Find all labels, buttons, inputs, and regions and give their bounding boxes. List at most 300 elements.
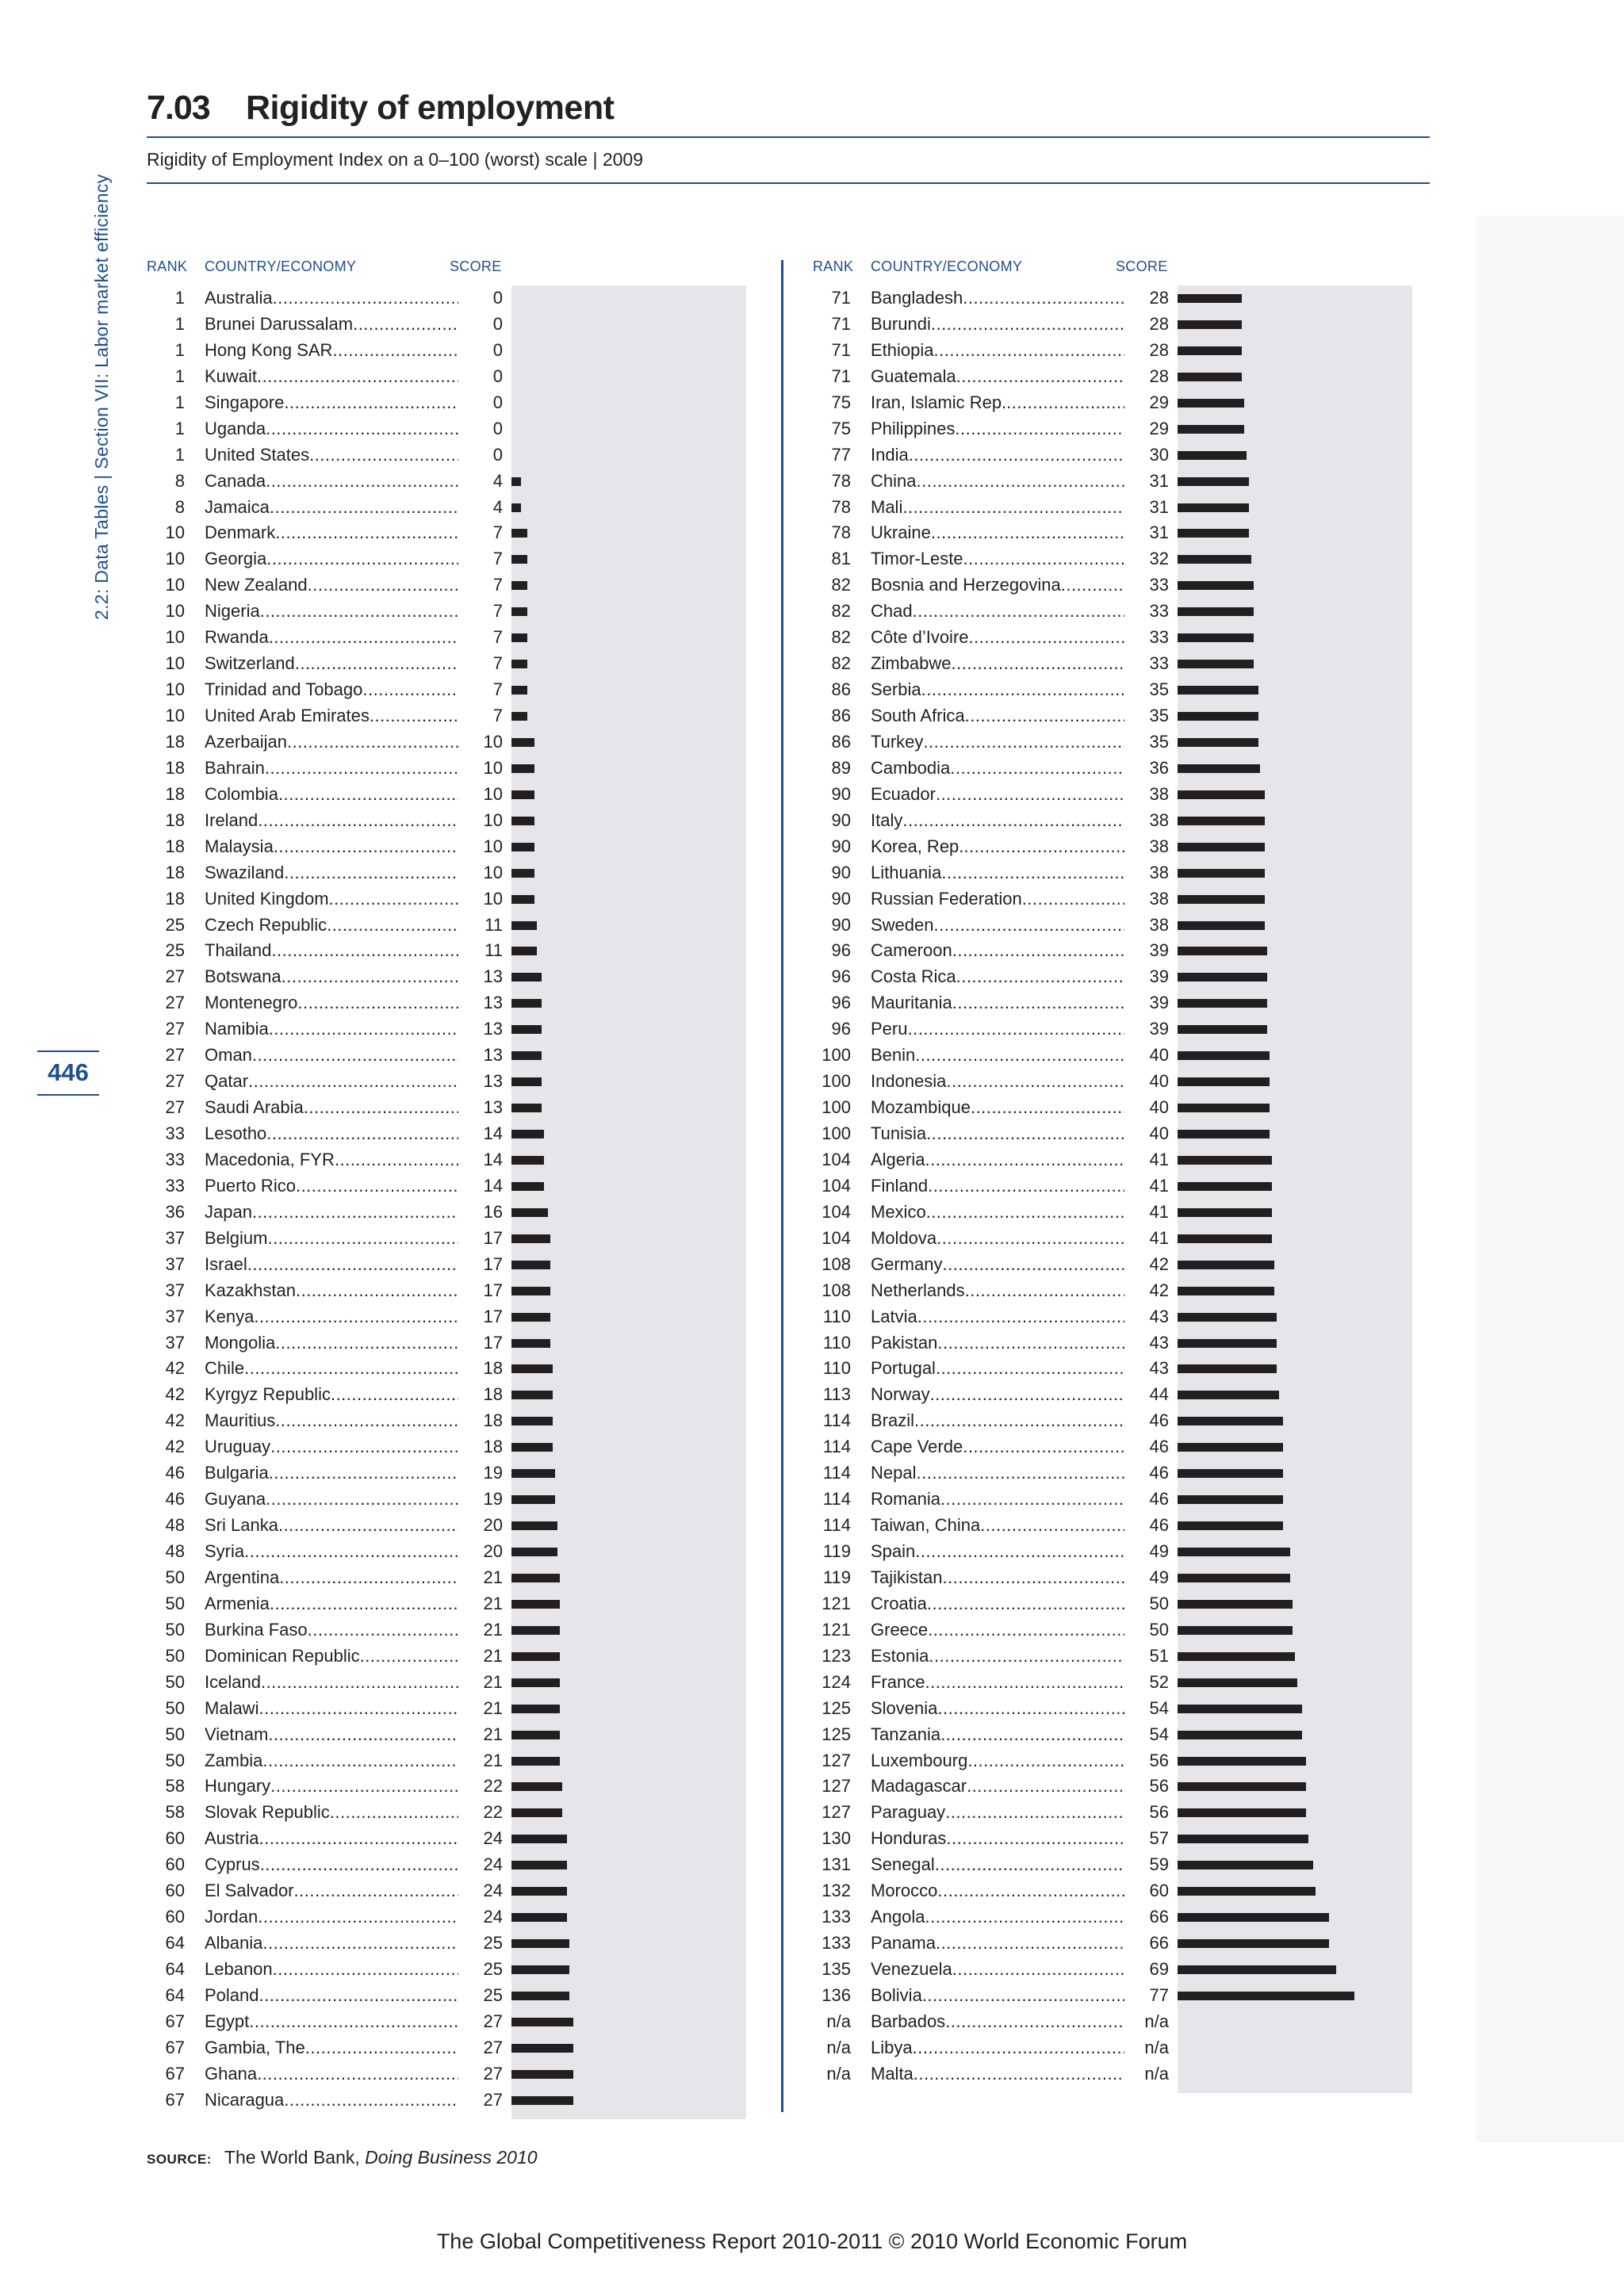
country-cell: Cameroon ..... (871, 938, 1164, 964)
rank-cell: 50 (165, 1593, 185, 1613)
score-bar (511, 1861, 567, 1869)
score-cell: 52 (1124, 1670, 1169, 1696)
score-cell: 17 (458, 1304, 503, 1330)
rank-cell: 36 (165, 1201, 185, 1222)
score-cell: 29 (1124, 416, 1169, 442)
score-cell: 7 (458, 625, 503, 651)
score-cell: 50 (1124, 1617, 1169, 1644)
score-bar (511, 1731, 560, 1739)
table-row (813, 1278, 1415, 1304)
score-cell: 27 (458, 2009, 503, 2035)
rank-cell: 125 (822, 1724, 851, 1744)
score-cell: 46 (1124, 1487, 1169, 1513)
score-cell: 0 (458, 338, 503, 364)
score-cell: 56 (1124, 1748, 1169, 1774)
table-row (813, 782, 1415, 808)
table-row (813, 1069, 1415, 1095)
score-cell: 17 (458, 1330, 503, 1357)
rank-cell: 108 (822, 1253, 851, 1274)
score-cell: 25 (458, 1983, 503, 2009)
score-cell: 25 (458, 1931, 503, 1957)
rank-cell: 114 (822, 1410, 851, 1431)
score-bar (1178, 712, 1258, 721)
score-bar (511, 1208, 548, 1217)
score-cell: 19 (458, 1460, 503, 1487)
score-bar (511, 1156, 544, 1165)
score-cell: 28 (1124, 285, 1169, 312)
country-cell: Finland ..... (871, 1173, 1164, 1200)
score-cell: 41 (1124, 1147, 1169, 1173)
score-bar (511, 921, 537, 930)
score-bar (1178, 999, 1267, 1008)
rank-cell: 127 (822, 1776, 851, 1797)
country-cell: Turkey ..... (871, 729, 1164, 756)
rank-cell: 37 (165, 1253, 185, 1274)
score-bar (511, 1757, 560, 1766)
country-cell: Italy ..... (871, 808, 1164, 834)
score-cell: 21 (458, 1644, 503, 1670)
score-bar (1178, 1548, 1290, 1556)
country-cell: Peru ..... (871, 1016, 1164, 1043)
score-cell: 42 (1124, 1252, 1169, 1278)
table-row (147, 1330, 749, 1357)
score-cell: 54 (1124, 1696, 1169, 1722)
table-row (147, 2061, 749, 2087)
score-bar (1178, 790, 1265, 799)
score-cell: 29 (1124, 390, 1169, 416)
score-bar (511, 1939, 569, 1948)
score-cell: 11 (458, 938, 503, 964)
rank-cell: 123 (822, 1645, 851, 1666)
country-cell: Hungary ..... (205, 1774, 498, 1800)
country-cell: Barbados ..... (871, 2009, 1164, 2035)
score-bar (1178, 1965, 1336, 1974)
score-cell: 40 (1124, 1095, 1169, 1121)
country-cell: Iceland ..... (205, 1670, 498, 1696)
score-cell: 14 (458, 1121, 503, 1147)
rank-cell: 114 (822, 1515, 851, 1536)
table-row (147, 808, 749, 834)
table-number: 7.03 (147, 89, 210, 127)
score-bar (1178, 869, 1265, 878)
score-bar (511, 1234, 550, 1243)
table-row (813, 1200, 1415, 1226)
rank-cell: 100 (822, 1097, 851, 1118)
table-row (147, 1382, 749, 1408)
score-bar (1178, 1705, 1302, 1713)
country-cell: Mauritius ..... (205, 1408, 498, 1434)
table-row (813, 390, 1415, 416)
rank-cell: 64 (165, 1984, 185, 2005)
country-header: COUNTRY/ECONOMY (871, 258, 1023, 274)
table-row (147, 1904, 749, 1931)
score-bar (511, 1025, 542, 1034)
rank-cell: 86 (831, 679, 851, 700)
score-cell: 49 (1124, 1539, 1169, 1565)
rank-cell: 10 (165, 549, 185, 569)
score-bar (1178, 1521, 1283, 1530)
score-cell: 49 (1124, 1565, 1169, 1591)
country-cell: Egypt ..... (205, 2009, 498, 2035)
table-row (813, 1356, 1415, 1382)
score-cell: 25 (458, 1957, 503, 1983)
page-title: Rigidity of employment (246, 89, 615, 127)
rank-cell: 90 (831, 862, 851, 882)
rank-cell: 104 (822, 1175, 851, 1196)
rank-cell: 60 (165, 1854, 185, 1875)
score-cell: 0 (458, 285, 503, 312)
score-bar (1178, 1652, 1295, 1661)
rank-cell: 67 (165, 2011, 185, 2031)
rank-cell: 110 (822, 1358, 851, 1379)
table-row (147, 886, 749, 913)
table-row (147, 1016, 749, 1043)
rank-cell: 125 (822, 1697, 851, 1718)
country-header: COUNTRY/ECONOMY (205, 258, 357, 274)
table-row (147, 416, 749, 442)
country-cell: Honduras ..... (871, 1826, 1164, 1852)
table-row (813, 886, 1415, 913)
country-cell: Paraguay ..... (871, 1800, 1164, 1826)
score-cell: 33 (1124, 599, 1169, 625)
country-cell: Cape Verde ..... (871, 1434, 1164, 1460)
table-row (813, 442, 1415, 469)
rank-cell: 96 (831, 966, 851, 987)
rank-cell: 90 (831, 888, 851, 909)
country-cell: Cambodia ..... (871, 756, 1164, 782)
rank-cell: 1 (174, 392, 185, 412)
table-row (147, 782, 749, 808)
table-row (147, 756, 749, 782)
country-cell: Nigeria ..... (205, 599, 498, 625)
rank-cell: 86 (831, 706, 851, 725)
rank-cell: 1 (174, 313, 185, 334)
rank-cell: 71 (831, 288, 851, 308)
score-bar (1178, 1835, 1308, 1843)
rank-cell: 18 (165, 836, 185, 856)
score-bar (1178, 425, 1244, 434)
score-bar (1178, 1234, 1272, 1243)
table-row (813, 1748, 1415, 1774)
country-cell: Ghana ..... (205, 2061, 498, 2087)
score-cell: 46 (1124, 1460, 1169, 1487)
rank-cell: 75 (831, 392, 851, 412)
table-row (813, 495, 1415, 521)
score-bar (511, 633, 527, 642)
rank-cell: 113 (822, 1384, 851, 1405)
rank-cell: 104 (822, 1201, 851, 1222)
table-row (813, 860, 1415, 886)
table-header (147, 89, 1430, 184)
score-bar (511, 1104, 542, 1112)
source-publication: Doing Business 2010 (365, 2147, 538, 2168)
country-cell: United States ..... (205, 442, 498, 469)
score-cell: 21 (458, 1670, 503, 1696)
score-bar (1178, 346, 1242, 355)
country-cell: Germany ..... (871, 1252, 1164, 1278)
score-cell: 7 (458, 546, 503, 572)
score-bar (1178, 686, 1258, 695)
score-cell: 50 (1124, 1591, 1169, 1617)
score-bar (511, 869, 534, 878)
country-cell: Puerto Rico ..... (205, 1173, 498, 1200)
score-cell: 10 (458, 834, 503, 860)
score-cell: 27 (458, 2061, 503, 2087)
score-cell: 31 (1124, 520, 1169, 546)
score-bar (1178, 1992, 1354, 2000)
rank-cell: 82 (831, 627, 851, 648)
rank-cell: 100 (822, 1045, 851, 1066)
rank-cell: 90 (831, 914, 851, 935)
country-cell: Vietnam ..... (205, 1722, 498, 1748)
table-row (813, 1121, 1415, 1147)
country-cell: Kuwait ..... (205, 364, 498, 390)
rank-header: RANK (813, 258, 854, 274)
section-sidebar (75, 97, 112, 620)
score-bar (511, 947, 537, 955)
score-bar (1178, 1469, 1283, 1478)
score-bar (1178, 1077, 1270, 1086)
score-cell: 40 (1124, 1069, 1169, 1095)
score-bar (511, 1495, 555, 1504)
rank-cell: 18 (165, 757, 185, 778)
rank-cell: 10 (165, 522, 185, 543)
table-row (147, 2035, 749, 2061)
score-cell: 0 (458, 364, 503, 390)
country-cell: Côte d’Ivoire ..... (871, 625, 1164, 651)
score-cell: 10 (458, 860, 503, 886)
rank-cell: 37 (165, 1332, 185, 1353)
score-bar (511, 1130, 544, 1138)
rank-cell: 8 (174, 470, 185, 491)
country-cell: South Africa ..... (871, 703, 1164, 729)
country-cell: Norway ..... (871, 1382, 1164, 1408)
country-cell: Iran, Islamic Rep. ..... (871, 390, 1164, 416)
score-cell: 43 (1124, 1304, 1169, 1330)
source-text: The World Bank, (224, 2147, 366, 2168)
table-row (813, 756, 1415, 782)
table-row (147, 442, 749, 469)
table-row (813, 1957, 1415, 1983)
score-cell: 38 (1124, 808, 1169, 834)
country-cell: Luxembourg ..... (871, 1748, 1164, 1774)
score-cell: 46 (1124, 1408, 1169, 1434)
score-cell: 28 (1124, 312, 1169, 338)
table-row (147, 703, 749, 729)
table-row (813, 1226, 1415, 1252)
score-cell: 35 (1124, 703, 1169, 729)
score-cell: 0 (458, 416, 503, 442)
rank-cell: 90 (831, 809, 851, 830)
rank-cell: 10 (165, 575, 185, 595)
score-bar (1178, 1808, 1306, 1817)
country-cell: Senegal ..... (871, 1852, 1164, 1878)
table-row (147, 938, 749, 964)
rank-cell: 18 (165, 809, 185, 830)
score-cell: 21 (458, 1696, 503, 1722)
rank-cell: 100 (822, 1123, 851, 1143)
score-bar (1178, 660, 1254, 668)
table-row (813, 520, 1415, 546)
country-cell: Indonesia ..... (871, 1069, 1164, 1095)
country-cell: Algeria ..... (871, 1147, 1164, 1173)
rank-cell: 119 (822, 1567, 851, 1587)
country-cell: Singapore ..... (205, 390, 498, 416)
rank-cell: 58 (165, 1776, 185, 1797)
rank-cell: 1 (174, 418, 185, 438)
source-label: SOURCE: (147, 2152, 212, 2167)
table-row (147, 285, 749, 312)
rank-cell: 121 (822, 1593, 851, 1613)
score-bar (1178, 1443, 1283, 1452)
table-row (813, 1382, 1415, 1408)
table-row (147, 1200, 749, 1226)
rank-cell: 119 (822, 1541, 851, 1561)
table-row (147, 1617, 749, 1644)
score-bar (1178, 1339, 1277, 1348)
score-bar (1178, 738, 1258, 747)
rank-cell: 50 (165, 1750, 185, 1770)
score-cell: 22 (458, 1800, 503, 1826)
score-cell: n/a (1124, 2061, 1169, 2087)
score-bar (511, 2070, 573, 2079)
table-row (147, 1591, 749, 1617)
score-cell: 20 (458, 1513, 503, 1539)
score-cell: 13 (458, 964, 503, 990)
score-bar (511, 1965, 569, 1974)
rank-cell: 27 (165, 1097, 185, 1118)
score-cell: 24 (458, 1826, 503, 1852)
country-cell: Nicaragua ..... (205, 2087, 498, 2114)
score-bar (511, 1808, 562, 1817)
score-bar (511, 1887, 567, 1896)
rank-cell: 60 (165, 1907, 185, 1927)
score-bar (511, 1443, 553, 1452)
country-cell: Malaysia ..... (205, 834, 498, 860)
score-bar (1178, 555, 1251, 564)
rank-cell: 42 (165, 1384, 185, 1405)
rank-cell: 82 (831, 653, 851, 674)
table-row (147, 495, 749, 521)
score-cell: 24 (458, 1852, 503, 1878)
table-row (147, 1748, 749, 1774)
page-number-rule-bottom (37, 1094, 99, 1096)
country-cell: Rwanda ..... (205, 625, 498, 651)
score-cell: 28 (1124, 338, 1169, 364)
rank-cell: 10 (165, 627, 185, 648)
rank-cell: 71 (831, 313, 851, 334)
score-cell: 35 (1124, 729, 1169, 756)
rank-cell: 27 (165, 966, 185, 987)
rank-cell: 121 (822, 1619, 851, 1640)
country-cell: Israel ..... (205, 1252, 498, 1278)
table-row (147, 860, 749, 886)
score-cell: 21 (458, 1617, 503, 1644)
table-row (147, 338, 749, 364)
table-row (147, 1487, 749, 1513)
table-row (813, 1565, 1415, 1591)
table-row (813, 834, 1415, 860)
score-bar (1178, 1364, 1277, 1373)
score-bar (511, 1287, 550, 1295)
table-row (147, 1252, 749, 1278)
score-cell: 11 (458, 913, 503, 939)
score-bar (1178, 399, 1244, 408)
country-cell: Romania ..... (871, 1487, 1164, 1513)
country-cell: Portugal ..... (871, 1356, 1164, 1382)
score-bar (511, 2018, 573, 2026)
table-row (813, 703, 1415, 729)
rank-cell: 42 (165, 1358, 185, 1379)
score-bar (1178, 1130, 1270, 1138)
score-cell: n/a (1124, 2035, 1169, 2061)
table-row (147, 1408, 749, 1434)
score-cell: 24 (458, 1904, 503, 1931)
score-cell: 56 (1124, 1774, 1169, 1800)
score-cell: 7 (458, 651, 503, 677)
score-bar (511, 1077, 542, 1086)
country-cell: Gambia, The ..... (205, 2035, 498, 2061)
score-cell: 38 (1124, 834, 1169, 860)
table-row (813, 1878, 1415, 1904)
score-cell: 33 (1124, 651, 1169, 677)
score-cell: 18 (458, 1434, 503, 1460)
country-cell: Thailand ..... (205, 938, 498, 964)
score-bar (1178, 1861, 1313, 1869)
score-cell: 33 (1124, 625, 1169, 651)
rank-cell: 71 (831, 339, 851, 360)
source-note (147, 2147, 538, 2168)
country-cell: Bulgaria ..... (205, 1460, 498, 1487)
table-row (813, 1330, 1415, 1357)
country-cell: New Zealand ..... (205, 572, 498, 599)
rank-cell: 60 (165, 1828, 185, 1849)
score-bar (511, 1705, 560, 1713)
score-cell: 40 (1124, 1121, 1169, 1147)
score-bar (511, 1521, 557, 1530)
table-row (813, 1644, 1415, 1670)
score-cell: 18 (458, 1382, 503, 1408)
country-cell: El Salvador ..... (205, 1878, 498, 1904)
score-bar (511, 1652, 560, 1661)
score-cell: 38 (1124, 782, 1169, 808)
score-cell: 41 (1124, 1173, 1169, 1200)
score-bar (1178, 921, 1265, 930)
table-row (813, 1252, 1415, 1278)
table-row (147, 1852, 749, 1878)
page-number-block (37, 1050, 99, 1096)
country-cell: Belgium ..... (205, 1226, 498, 1252)
score-bar (511, 2044, 573, 2053)
score-bar (511, 1913, 567, 1922)
country-cell: Panama ..... (871, 1931, 1164, 1957)
score-header: SCORE (450, 258, 502, 274)
country-cell: Malta ..... (871, 2061, 1164, 2087)
score-cell: 51 (1124, 1644, 1169, 1670)
table-row (147, 1565, 749, 1591)
score-bar (1178, 320, 1242, 329)
table-row (147, 546, 749, 572)
table-row (147, 1043, 749, 1069)
rank-cell: 135 (822, 1959, 851, 1979)
score-cell: 13 (458, 1016, 503, 1043)
country-cell: Costa Rica ..... (871, 964, 1164, 990)
score-bar (511, 817, 534, 825)
rank-cell: 8 (174, 496, 185, 517)
rank-cell: 127 (822, 1802, 851, 1823)
rank-cell: 104 (822, 1149, 851, 1169)
score-bar (1178, 1313, 1277, 1322)
